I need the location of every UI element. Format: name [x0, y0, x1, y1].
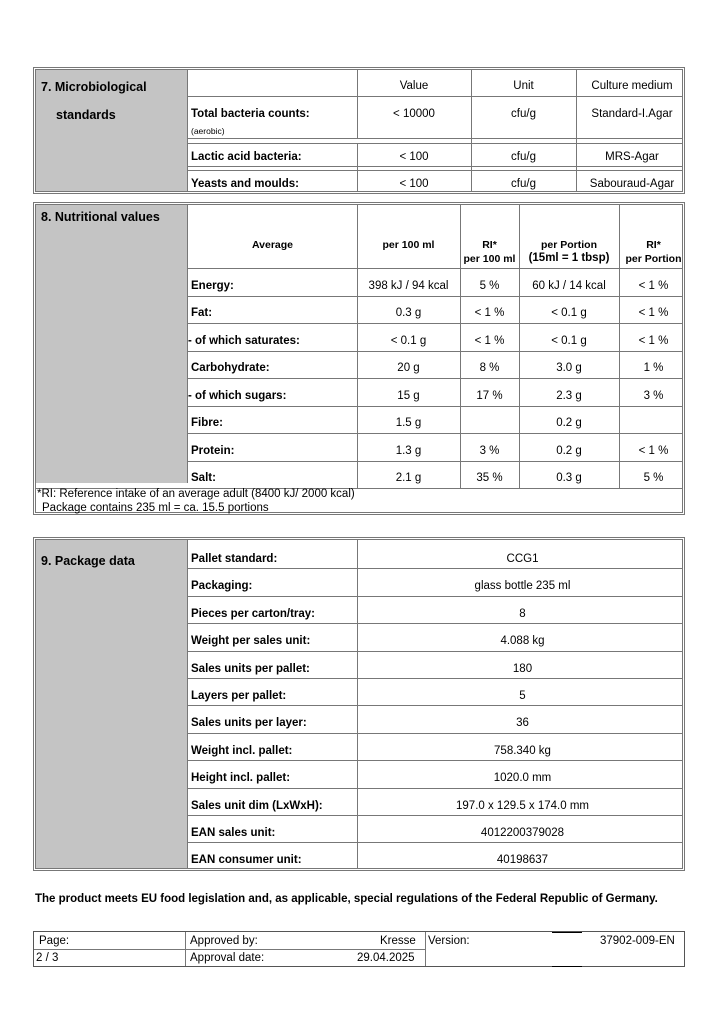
footer-approved-by-value: Kresse	[380, 935, 416, 947]
nutrition-label-column	[36, 205, 188, 483]
micro-row-medium: MRS-Agar	[605, 151, 659, 163]
package-row-label: Sales unit dim (LxWxH):	[191, 799, 323, 812]
package-row-value: 4012200379028	[480, 827, 565, 839]
nutrition-row-label: Carbohydrate:	[191, 362, 270, 374]
page-footer	[33, 931, 685, 967]
footer-approval-date-value: 29.04.2025	[357, 952, 415, 964]
package-row-value: glass bottle 235 ml	[474, 580, 571, 593]
footer-version-value: 37902-009-EN	[600, 935, 675, 947]
nutrition-row-ri100: 17 %	[476, 390, 503, 402]
nutrition-row-ri100: 3 %	[479, 445, 500, 457]
nutrition-row-riportion: 5 %	[643, 472, 664, 484]
nutrition-header-ri-portion-sub: per Portion	[625, 253, 682, 265]
package-label-column	[36, 540, 188, 868]
nutrition-row-portion: 0.2 g	[556, 417, 582, 429]
micro-row-unit: cfu/g	[511, 178, 536, 190]
nutrition-header-average: Average	[251, 239, 294, 251]
nutrition-row-portion: < 0.1 g	[551, 307, 587, 319]
nutrition-row-riportion: < 1 %	[638, 280, 669, 292]
nutrition-row-riportion: < 1 %	[638, 307, 669, 319]
nutrition-row-riportion: < 1 %	[638, 445, 669, 457]
nutrition-row-per100: 0.3 g	[395, 307, 422, 319]
micro-header-unit: Unit	[513, 80, 534, 92]
package-section	[33, 537, 685, 871]
nutrition-row-per100: 15 g	[397, 390, 420, 402]
nutrition-row-portion: 3.0 g	[556, 362, 582, 374]
nutrition-row-ri100: 5 %	[479, 280, 500, 292]
nutrition-row-portion: 60 kJ / 14 kcal	[532, 280, 606, 292]
nutrition-row-ri100: < 1 %	[474, 307, 505, 319]
nutrition-row-portion: 0.3 g	[556, 472, 582, 484]
package-row-value: 758.340 kg	[494, 744, 551, 757]
package-row-label: Layers per pallet:	[191, 690, 287, 702]
package-row-label: Packaging:	[191, 580, 253, 593]
nutrition-row-ri100: < 1 %	[474, 335, 505, 347]
nutrition-note-ri: *RI: Reference intake of an average adult (8400 kJ/ 2000 kcal)	[37, 488, 355, 500]
package-row-label: Pallet standard:	[191, 553, 278, 565]
nutrition-row-per100: 20 g	[397, 362, 420, 374]
package-row-value: 8	[519, 607, 526, 620]
footer-page-value: 2 / 3	[36, 952, 59, 964]
footer-approval-date-label: Approval date:	[190, 952, 265, 964]
micro-row-unit: cfu/g	[511, 151, 536, 163]
package-row-value: 197.0 x 129.5 x 174.0 mm	[456, 799, 589, 812]
nutrition-row-per100: 1.5 g	[395, 417, 422, 429]
nutrition-header-ri: RI*	[482, 239, 497, 251]
microbiological-section	[33, 67, 685, 194]
nutrition-row-label: Fibre:	[191, 417, 223, 429]
nutrition-row-ri100: 8 %	[479, 362, 500, 374]
nutrition-row-per100: < 0.1 g	[390, 335, 427, 347]
nutrition-header-portion: per Portion	[540, 239, 597, 251]
micro-row-label: Lactic acid bacteria:	[191, 151, 302, 163]
micro-row-value: < 10000	[393, 108, 435, 120]
nutrition-row-portion: < 0.1 g	[551, 335, 587, 347]
legislation-statement: The product meets EU food legislation and, as applicable, special regulations of the Federal Republic of Germany.	[35, 893, 658, 905]
nutrition-row-portion: 0.2 g	[556, 445, 582, 457]
nutrition-row-portion: 2.3 g	[556, 390, 582, 402]
package-row-label: Weight incl. pallet:	[191, 744, 293, 757]
nutrition-row-label: Fat:	[191, 307, 213, 319]
micro-row-label: Yeasts and moulds:	[191, 178, 300, 190]
footer-page-label: Page:	[39, 935, 70, 947]
package-row-label: Pieces per carton/tray:	[191, 607, 316, 620]
package-row-value: 1020.0 mm	[493, 772, 552, 785]
micro-row-label: Total bacteria counts:	[191, 108, 310, 120]
package-row-label: Sales units per layer:	[191, 717, 307, 730]
micro-row-value: < 100	[399, 178, 429, 190]
micro-title-line1: 7. Microbiological	[41, 80, 147, 94]
nutrition-row-ri100: 35 %	[476, 472, 503, 484]
micro-row-unit: cfu/g	[511, 108, 536, 120]
nutrition-row-per100: 398 kJ / 94 kcal	[368, 280, 449, 292]
micro-header-value: Value	[399, 80, 429, 92]
micro-title-line2: standards	[56, 108, 116, 122]
footer-approved-by-label: Approved by:	[190, 935, 258, 947]
micro-row-medium: Standard-I.Agar	[591, 108, 673, 120]
package-row-label: EAN sales unit:	[191, 827, 276, 839]
package-row-label: Weight per sales unit:	[191, 635, 311, 648]
nutrition-section	[33, 202, 685, 515]
micro-row-medium: Sabouraud-Agar	[589, 178, 675, 190]
nutrition-row-per100: 1.3 g	[395, 445, 422, 457]
nutrition-note-package: Package contains 235 ml = ca. 15.5 portions	[42, 502, 269, 514]
package-row-value: 40198637	[496, 854, 549, 867]
nutrition-row-riportion: < 1 %	[638, 335, 669, 347]
package-row-label: Height incl. pallet:	[191, 772, 291, 785]
package-row-value: 180	[512, 662, 533, 675]
micro-row-value: < 100	[399, 151, 429, 163]
nutrition-row-label: Protein:	[191, 445, 235, 457]
nutrition-row-label: - of which saturates:	[188, 335, 300, 347]
package-row-value: 4.088 kg	[500, 635, 545, 648]
micro-row-sublabel: (aerobic)	[191, 126, 225, 136]
package-row-value: 5	[519, 690, 526, 702]
package-row-label: Sales units per pallet:	[191, 662, 310, 675]
nutrition-title: 8. Nutritional values	[41, 210, 160, 224]
nutrition-row-label: Energy:	[191, 280, 234, 292]
package-row-value: CCG1	[506, 553, 539, 565]
package-row-label: EAN consumer unit:	[191, 854, 302, 867]
nutrition-row-label: Salt:	[191, 472, 216, 484]
nutrition-row-riportion: 1 %	[643, 362, 664, 374]
nutrition-header-per100: per 100 ml	[382, 239, 435, 251]
package-title: 9. Package data	[41, 554, 135, 568]
nutrition-header-ri-portion: RI*	[646, 239, 661, 251]
nutrition-row-riportion: 3 %	[643, 390, 664, 402]
nutrition-row-per100: 2.1 g	[395, 472, 422, 484]
nutrition-header-ri-sub: per 100 ml	[463, 253, 516, 265]
nutrition-row-label: - of which sugars:	[188, 390, 287, 402]
footer-version-label: Version:	[428, 935, 470, 947]
package-row-value: 36	[516, 717, 529, 730]
micro-header-medium: Culture medium	[591, 80, 673, 92]
nutrition-header-portion-sub: (15ml = 1 tbsp)	[528, 252, 610, 264]
